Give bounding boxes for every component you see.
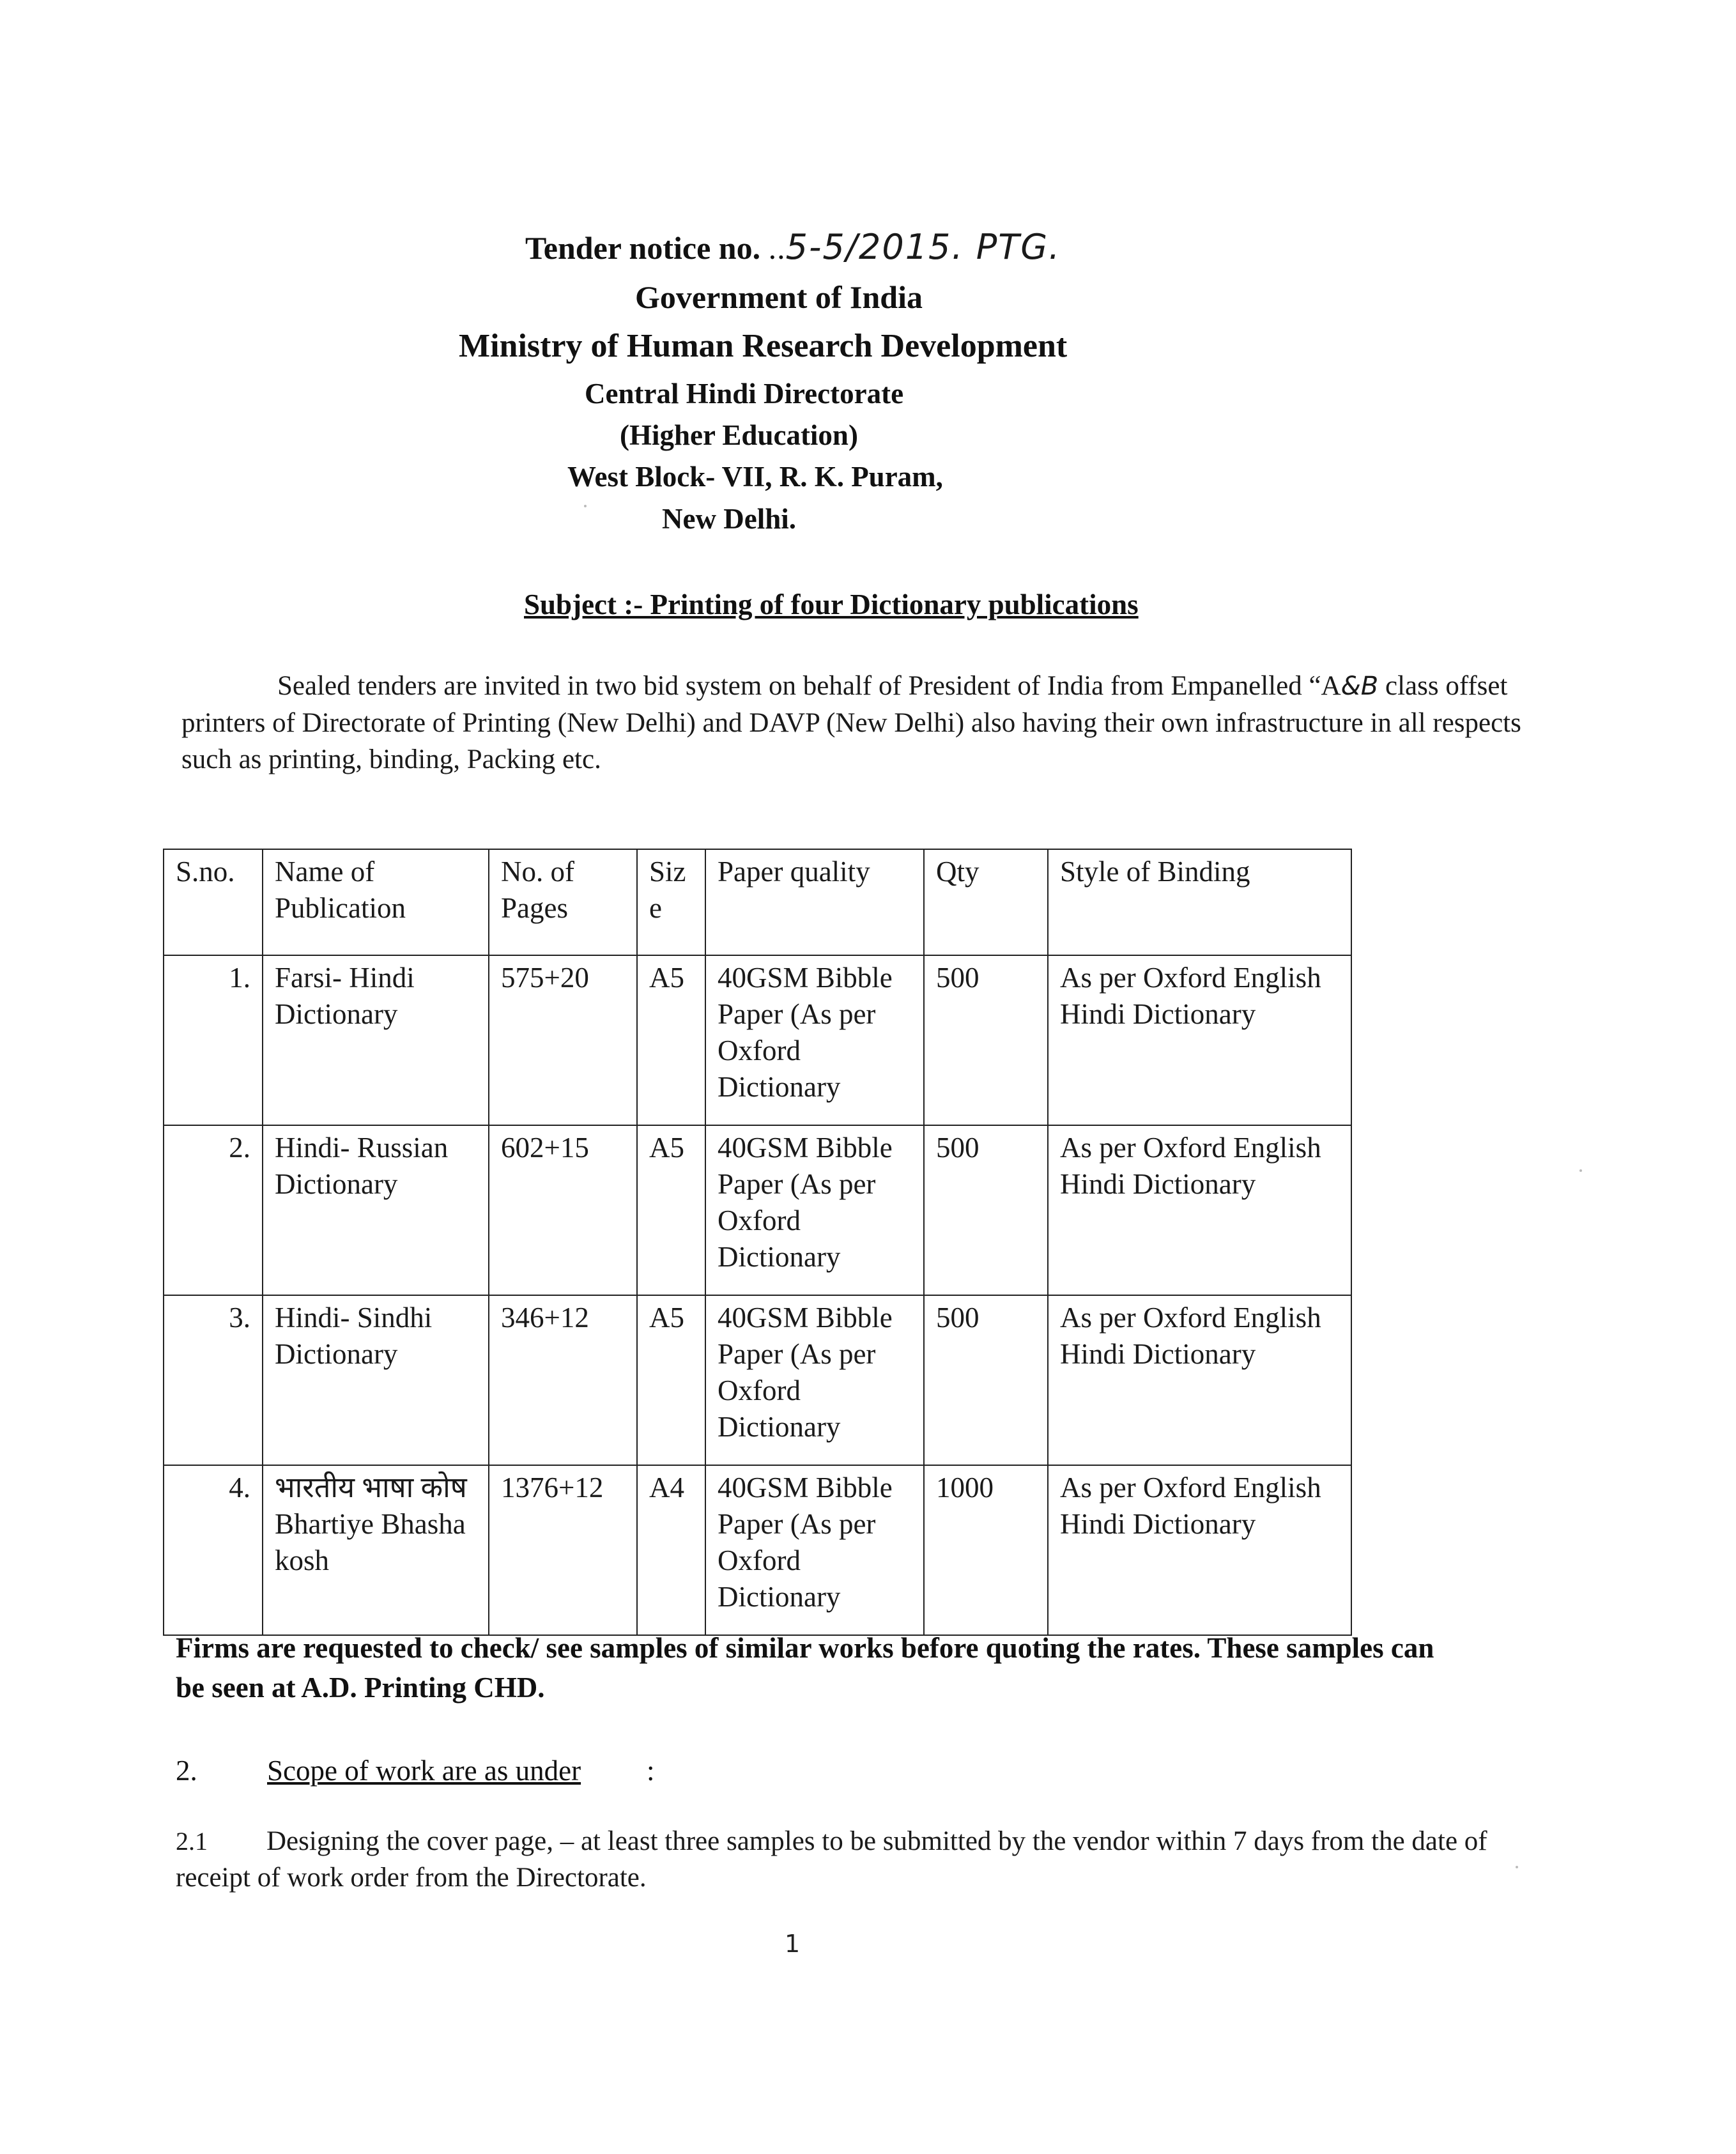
header-cell-qty: Qty — [924, 849, 1048, 955]
header-cell-sno: S.no. — [164, 849, 263, 955]
cell-name: भारतीय भाषा कोष Bhartiye Bhasha kosh — [263, 1465, 489, 1635]
cell-qty: 500 — [924, 1125, 1048, 1295]
ministry-heading: Ministry of Human Research Development — [459, 328, 1068, 364]
cell-sno: 2. — [164, 1125, 263, 1295]
clause-2-1 — [176, 1823, 1517, 1896]
cell-paper: 40GSM Bibble Paper (As per Oxford Dictionary — [705, 1125, 924, 1295]
publications-table — [163, 849, 1352, 1636]
clause-2-1-text: Designing the cover page, – at least three samples to be submitted by the vendor within 7 days from the date of receipt of work order from the Directorate. — [176, 1826, 1487, 1893]
cell-sno: 4. — [164, 1465, 263, 1635]
cell-name: Farsi- Hindi Dictionary — [263, 955, 489, 1125]
handwritten-class-mark: &B — [1340, 672, 1379, 701]
samples-note: Firms are requested to check/ see samples of similar works before quoting the rates. These samples can be seen at A.D. Printing CHD. — [176, 1632, 1434, 1704]
cell-size: A5 — [637, 955, 705, 1125]
scan-speck — [584, 505, 587, 507]
address-line: West Block- VII, R. K. Puram, — [567, 461, 943, 493]
cell-pages: 1376+12 — [489, 1465, 637, 1635]
table-header-row — [164, 849, 1351, 955]
header-cell-pages: No. of Pages — [489, 849, 637, 955]
clause-2-1-number: 2.1 — [176, 1827, 208, 1856]
cell-qty: 500 — [924, 1295, 1048, 1465]
directorate-heading: Central Hindi Directorate — [585, 378, 904, 410]
table-row — [164, 955, 1351, 1125]
header-cell-name: Name of Publication — [263, 849, 489, 955]
cell-name: Hindi- Sindhi Dictionary — [263, 1295, 489, 1465]
tender-number-handwritten: 5-5/2015. PTG. — [785, 227, 1061, 267]
cell-pages: 602+15 — [489, 1125, 637, 1295]
scan-speck — [1579, 1169, 1582, 1172]
cell-binding: As per Oxford English Hindi Dictionary — [1048, 1465, 1351, 1635]
tender-notice-label: Tender notice no. — [525, 230, 761, 266]
table-row — [164, 1125, 1351, 1295]
wing-heading: (Higher Education) — [620, 419, 858, 451]
cell-size: A5 — [637, 1295, 705, 1465]
page-number: 1 — [785, 1930, 801, 1958]
intro-text-b: class offset printers of Directorate of Printing (New Delhi) and DAVP (New Delhi) also having their own infrastructure in all respects such as printing, binding, Packing etc. — [181, 671, 1521, 774]
section-2-number: 2. — [176, 1755, 197, 1787]
cell-binding: As per Oxford English Hindi Dictionary — [1048, 1125, 1351, 1295]
cell-binding: As per Oxford English Hindi Dictionary — [1048, 955, 1351, 1125]
cell-sno: 1. — [164, 955, 263, 1125]
header-cell-paper: Paper quality — [705, 849, 924, 955]
cell-binding: As per Oxford English Hindi Dictionary — [1048, 1295, 1351, 1465]
section-2-colon: : — [647, 1755, 655, 1787]
table-row — [164, 1465, 1351, 1635]
cell-size: A5 — [637, 1125, 705, 1295]
header-cell-binding: Style of Binding — [1048, 849, 1351, 955]
cell-name: Hindi- Russian Dictionary — [263, 1125, 489, 1295]
intro-text-a: Sealed tenders are invited in two bid system on behalf of President of India from Empanelled “A — [277, 671, 1341, 701]
cell-paper: 40GSM Bibble Paper (As per Oxford Dictionary — [705, 1465, 924, 1635]
cell-qty: 500 — [924, 955, 1048, 1125]
section-2-title — [267, 1754, 581, 1787]
cell-paper: 40GSM Bibble Paper (As per Oxford Dictionary — [705, 955, 924, 1125]
cell-paper: 40GSM Bibble Paper (As per Oxford Dictionary — [705, 1295, 924, 1465]
cell-pages: 575+20 — [489, 955, 637, 1125]
city-line: New Delhi. — [662, 503, 796, 535]
table-row — [164, 1295, 1351, 1465]
cell-size: A4 — [637, 1465, 705, 1635]
header-cell-size: Siz e — [637, 849, 705, 955]
intro-paragraph — [181, 668, 1542, 778]
scan-speck — [1516, 1866, 1518, 1868]
tender-notice-line — [525, 227, 1061, 267]
cell-sno: 3. — [164, 1295, 263, 1465]
leader-dots: .. — [768, 230, 786, 266]
cell-qty: 1000 — [924, 1465, 1048, 1635]
subject-line: Subject :- Printing of four Dictionary publications — [524, 589, 1139, 620]
government-heading: Government of India — [635, 279, 923, 315]
cell-pages: 346+12 — [489, 1295, 637, 1465]
section-2-title-text: Scope of work are as under — [267, 1755, 581, 1787]
